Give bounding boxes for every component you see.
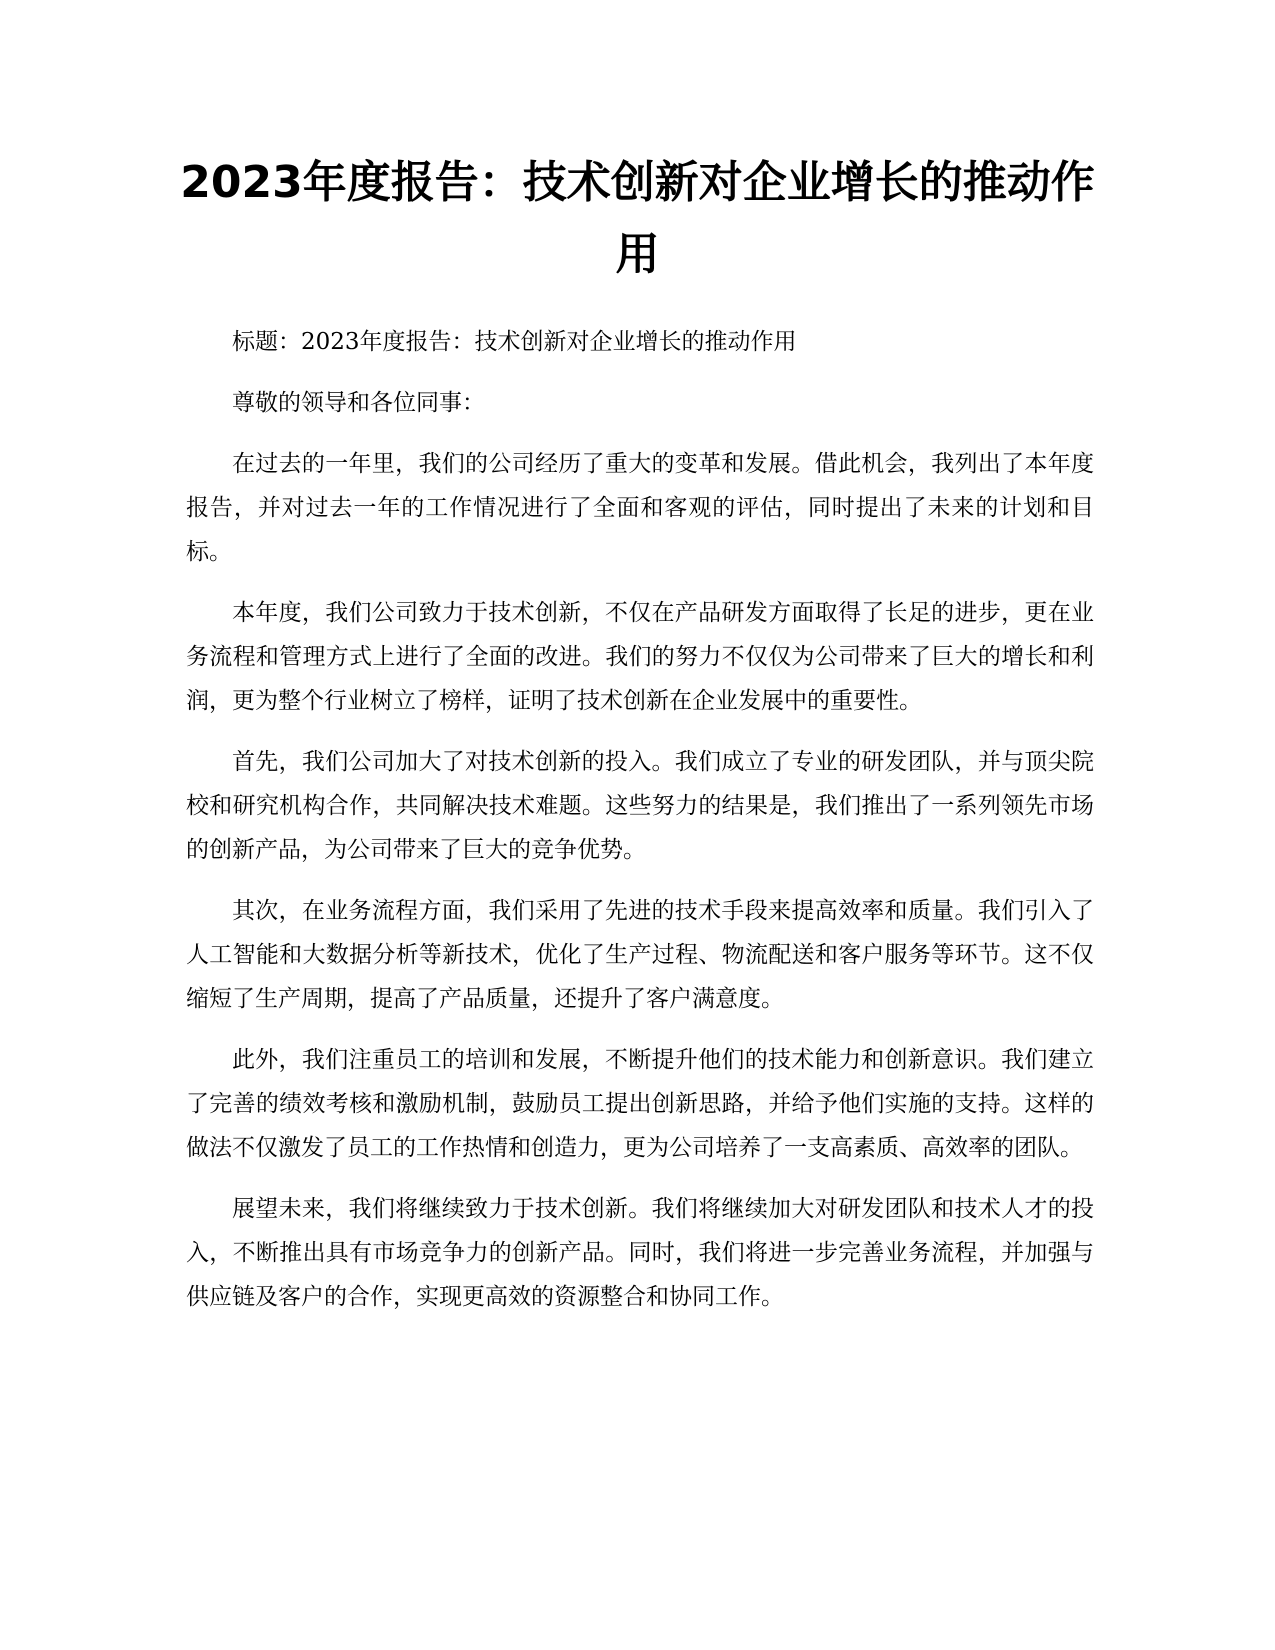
- paragraph-salutation: 尊敬的领导和各位同事：: [232, 390, 485, 416]
- paragraph: 其次，在业务流程方面，我们采用了先进的技术手段来提高效率和质量。我们引入了人工智能和大数据分析等新技术，优化了生产过程、物流配送和客户服务等环节。这不仅缩短了生产周期，提高了产品质量，还提升了客户满意度。: [186, 898, 1094, 1012]
- paragraph: 展望未来，我们将继续致力于技术创新。我们将继续加大对研发团队和技术人才的投入，不断推出具有市场竞争力的创新产品。同时，我们将进一步完善业务流程，并加强与供应链及客户的合作，实现更高效的资源整合和协同工作。: [186, 1196, 1094, 1310]
- page-title: 2023年度报告：技术创新对企业增长的推动作用: [180, 157, 1095, 280]
- paragraph: 此外，我们注重员工的培训和发展，不断提升他们的技术能力和创新意识。我们建立了完善的绩效考核和激励机制，鼓励员工提出创新思路，并给予他们实施的支持。这样的做法不仅激发了员工的工作热情和创造力，更为公司培养了一支高素质、高效率的团队。: [186, 1047, 1094, 1161]
- paragraph: 本年度，我们公司致力于技术创新，不仅在产品研发方面取得了长足的进步，更在业务流程和管理方式上进行了全面的改进。我们的努力不仅仅为公司带来了巨大的增长和利润，更为整个行业树立了榜样，证明了技术创新在企业发展中的重要性。: [186, 600, 1094, 714]
- paragraph: 首先，我们公司加大了对技术创新的投入。我们成立了专业的研发团队，并与顶尖院校和研究机构合作，共同解决技术难题。这些努力的结果是，我们推出了一系列领先市场的创新产品，为公司带来了巨大的竞争优势。: [186, 749, 1094, 863]
- document-body: [186, 320, 1094, 1336]
- paragraph: 在过去的一年里，我们的公司经历了重大的变革和发展。借此机会，我列出了本年度报告，并对过去一年的工作情况进行了全面和客观的评估，同时提出了未来的计划和目标。: [186, 451, 1094, 565]
- paragraph-subject-line: 标题：2023年度报告：技术创新对企业增长的推动作用: [232, 329, 797, 355]
